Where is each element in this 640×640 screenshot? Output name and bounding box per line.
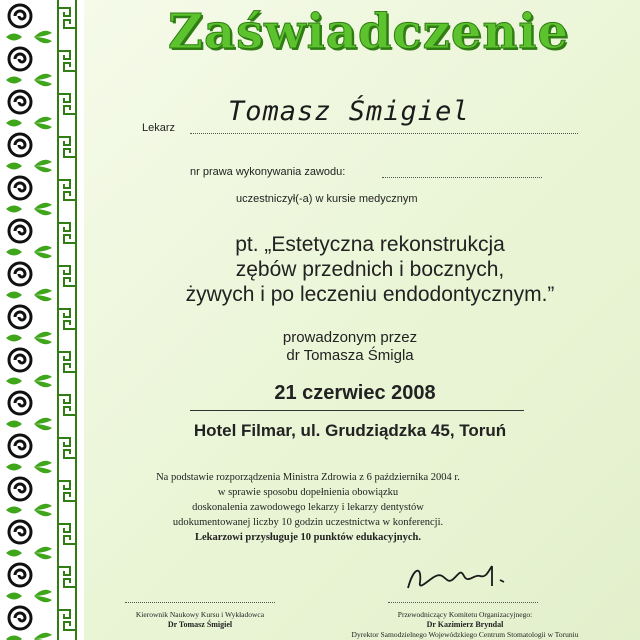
spiral-ornament <box>9 48 31 70</box>
spiral-ornament <box>9 306 31 328</box>
course-title-line-2: zębów przednich i bocznych, <box>235 258 505 281</box>
legal-notice <box>38 470 578 545</box>
spiral-ornament <box>9 134 31 156</box>
meander-notch <box>58 94 76 114</box>
date-underline <box>190 410 524 411</box>
left-signature-name: Dr Tomasz Śmigiel <box>167 620 233 629</box>
meander-notch <box>58 180 76 200</box>
leaf-ornament <box>6 590 52 603</box>
course-title <box>100 232 640 307</box>
doctor-name-handwritten: Tomasz Śmigiel <box>228 96 470 127</box>
meander-notch <box>58 610 76 630</box>
right-signature-name: Dr Kazimierz Bryndal <box>426 620 504 629</box>
leaf-ornament <box>6 375 52 388</box>
left-signature-role: Kierownik Naukowy Kursu i Wykładowca <box>135 610 265 619</box>
spiral-ornament <box>9 177 31 199</box>
course-title-line-1: pt. „Estetyczna rekonstrukcja <box>235 233 505 256</box>
leaf-ornament <box>6 160 52 173</box>
spiral-ornament <box>9 564 31 586</box>
spiral-ornament <box>9 392 31 414</box>
lecturer-name: dr Tomasza Śmigla <box>286 347 414 364</box>
right-signature-role: Przewodniczący Komitetu Organizacyjnego: <box>397 610 533 619</box>
leaf-ornament <box>6 289 52 302</box>
legal-line-5: Lekarzowi przysługuje 10 punktów edukacyjnych. <box>194 532 422 543</box>
meander-notch <box>58 266 76 286</box>
legal-line-1: Na podstawie rozporządzenia Ministra Zdrowia z 6 października 2004 r. <box>156 472 460 483</box>
meander-notch <box>58 567 76 587</box>
doctor-dotted-line <box>190 133 578 134</box>
spiral-ornament <box>9 521 31 543</box>
leaf-ornament <box>6 547 52 560</box>
license-dotted-line <box>382 177 542 178</box>
legal-line-3: doskonalenia zawodowego lekarzy i lekarzy dentystów <box>192 502 424 513</box>
spiral-ornament <box>9 435 31 457</box>
left-signature-line <box>125 602 275 603</box>
leaf-ornament <box>6 332 52 345</box>
course-title-line-3: żywych i po leczeniu endodontycznym.” <box>185 283 555 306</box>
participation-text: uczestniczył(-a) w kursie medycznym <box>236 193 418 205</box>
leaf-ornament <box>6 31 52 44</box>
handwritten-signature <box>400 558 520 598</box>
legal-line-2: w sprawie sposobu dopełnienia obowiązku <box>217 487 399 498</box>
leaf-ornament <box>6 117 52 130</box>
meander-notch <box>58 395 76 415</box>
doctor-label: Lekarz <box>142 122 176 134</box>
certificate-title: Zaświadczenie <box>168 4 570 60</box>
meander-notch <box>58 8 76 28</box>
legal-line-4: udokumentowanej liczby 10 godzin uczestnictwa w konferencji. <box>172 517 444 528</box>
leaf-ornament <box>6 74 52 87</box>
spiral-ornament <box>9 263 31 285</box>
leaf-ornament <box>6 418 52 431</box>
meander-notch <box>58 51 76 71</box>
meander-notch <box>58 438 76 458</box>
spiral-ornament <box>9 220 31 242</box>
right-signature-line <box>388 602 538 603</box>
meander-notch <box>58 309 76 329</box>
leaf-ornament <box>6 246 52 259</box>
course-date: 21 czerwiec 2008 <box>274 382 436 404</box>
right-signature-caption <box>340 610 590 640</box>
meander-notch <box>58 137 76 157</box>
spiral-ornament <box>9 478 31 500</box>
course-place: Hotel Filmar, ul. Grudziądzka 45, Toruń <box>193 421 507 440</box>
left-signature-caption <box>110 610 290 630</box>
leaf-ornament <box>6 633 52 640</box>
meander-notch <box>58 352 76 372</box>
spiral-ornament <box>9 91 31 113</box>
spiral-ornament <box>9 607 31 629</box>
leaf-ornament <box>6 203 52 216</box>
led-by-label: prowadzonym przez <box>282 329 418 346</box>
spiral-ornament <box>9 349 31 371</box>
meander-notch <box>58 223 76 243</box>
spiral-ornament <box>9 5 31 27</box>
license-label: nr prawa wykonywania zawodu: <box>190 166 346 178</box>
right-signature-org: Dyrektor Samodzielnego Wojewódzkiego Centrum Stomatologii w Toruniu <box>351 630 579 639</box>
